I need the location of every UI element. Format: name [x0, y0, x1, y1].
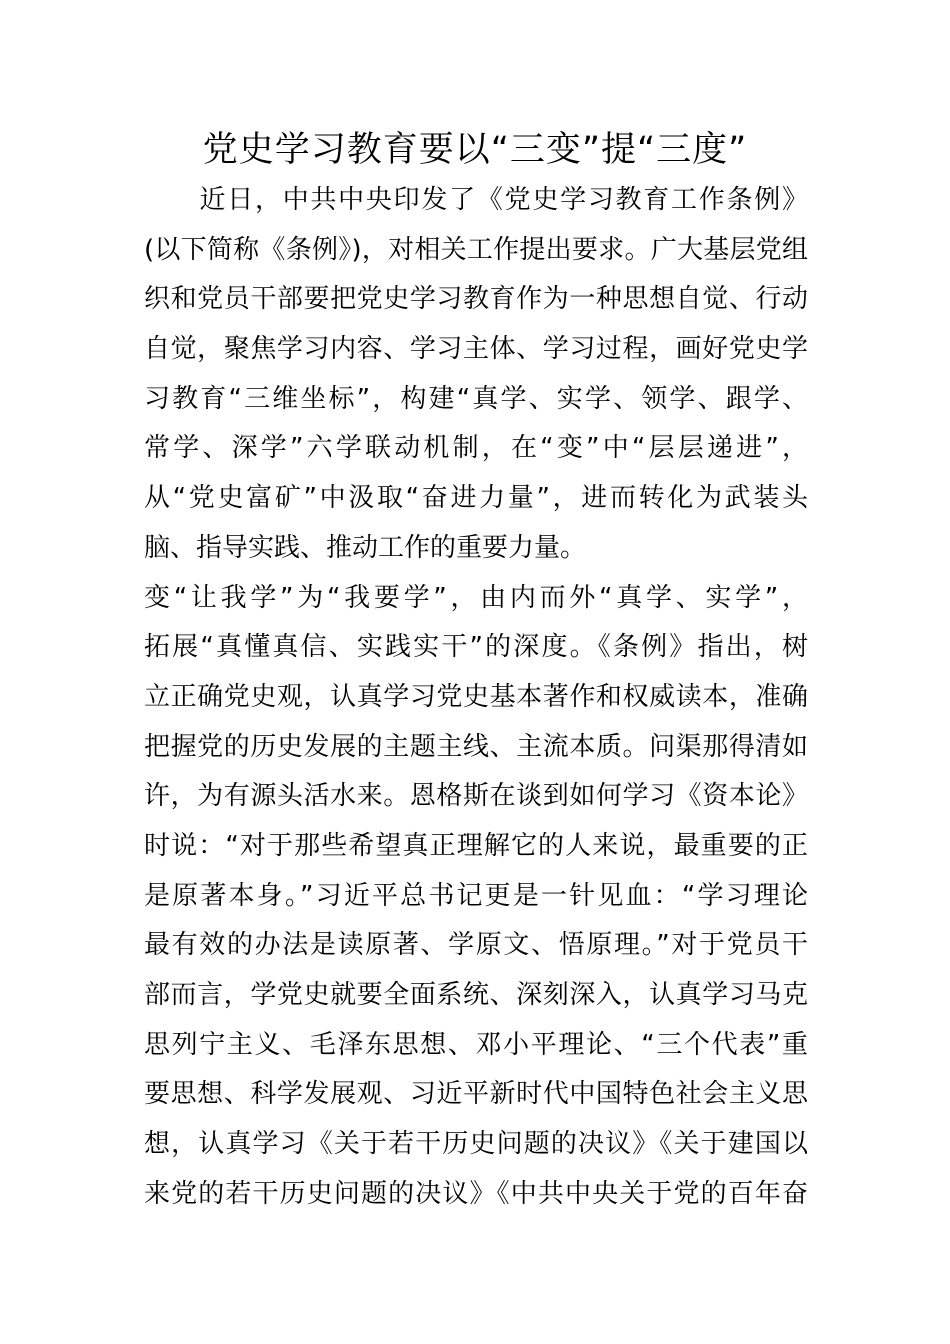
text-line: 习教育“三维坐标”，构建“真学、实学、领学、跟学、: [144, 383, 808, 414]
document-body: [144, 176, 808, 1219]
text-line: 拓展“真懂真信、实践实干”的深度。《条例》指出，树: [144, 632, 808, 663]
text-line: 要思想、科学发展观、习近平新时代中国特色社会主义思: [144, 1079, 808, 1110]
text-line: 立正确党史观，认真学习党史基本著作和权威读本，准确: [144, 681, 808, 712]
text-line: 脑、指导实践、推动工作的重要力量。: [144, 532, 587, 563]
text-line: 思列宁主义、毛泽东思想、邓小平理论、“三个代表”重: [144, 1029, 808, 1060]
document-title: 党史学习教育要以“三变”提“三度”: [202, 130, 748, 170]
text-line: 近日，中共中央印发了《党史学习教育工作条例》: [144, 185, 808, 215]
text-line: 从“党史富矿”中汲取“奋进力量”，进而转化为武装头: [144, 483, 808, 514]
text-line: 许，为有源头活水来。恩格斯在谈到如何学习《资本论》: [144, 781, 808, 812]
text-line: 来党的若干历史问题的决议》《中共中央关于党的百年奋: [144, 1178, 808, 1209]
text-line: 常学、深学”六学联动机制，在“变”中“层层递进”，: [144, 433, 808, 464]
text-line: 是原著本身。”习近平总书记更是一针见血：“学习理论: [144, 880, 808, 911]
text-line: 变“让我学”为“我要学”，由内而外“真学、实学”，: [144, 582, 808, 613]
text-line: 想，认真学习《关于若干历史问题的决议》《关于建国以: [144, 1129, 808, 1160]
text-line: 最有效的办法是读原著、学原文、悟原理。”对于党员干: [144, 930, 808, 961]
text-line: 部而言，学党史就要全面系统、深刻深入，认真学习马克: [144, 980, 808, 1010]
text-line: 把握党的历史发展的主题主线、主流本质。问渠那得清如: [144, 731, 808, 762]
text-line: 织和党员干部要把党史学习教育作为一种思想自觉、行动: [144, 284, 808, 315]
text-line: (以下简称《条例》)，对相关工作提出要求。广大基层党组: [144, 234, 808, 265]
text-line: 时说：“对于那些希望真正理解它的人来说，最重要的正: [144, 830, 808, 861]
text-line: 自觉，聚焦学习内容、学习主体、学习过程，画好党史学: [144, 334, 808, 365]
